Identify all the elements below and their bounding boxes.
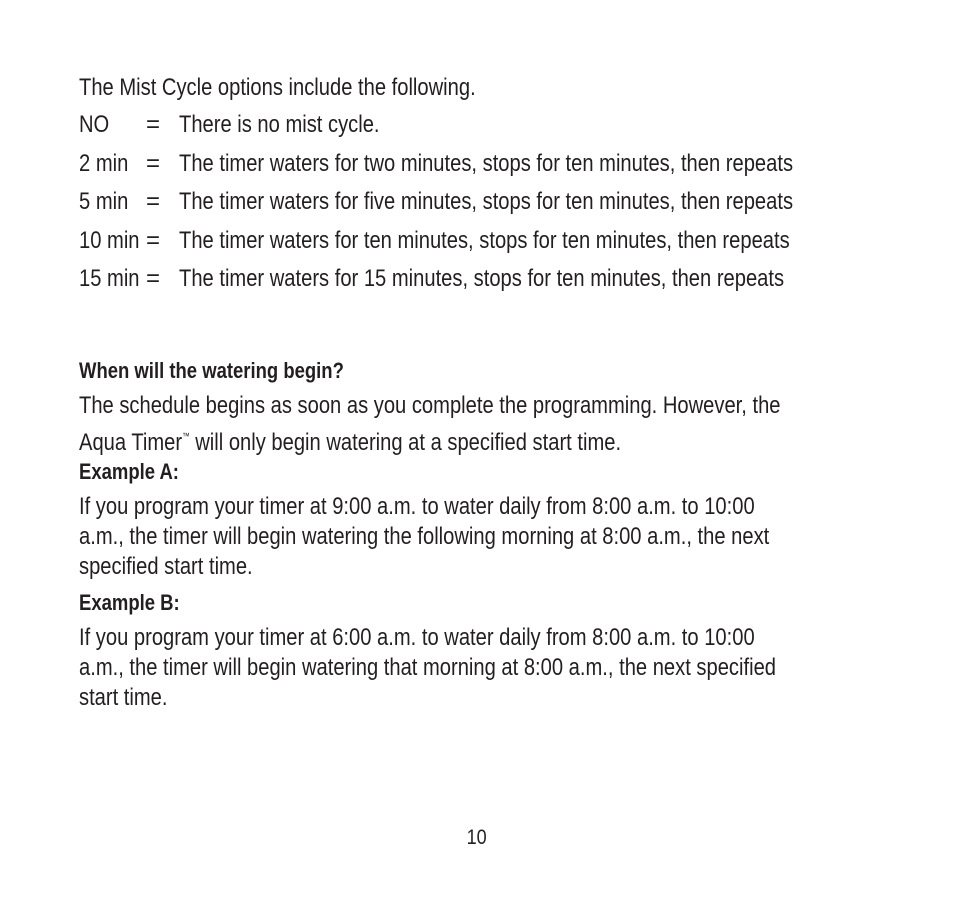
section-heading [79, 353, 879, 389]
watering-begin-paragraph [79, 391, 879, 456]
watering-begin-heading: When will the watering begin? [79, 357, 344, 383]
manual-page [79, 70, 879, 713]
paragraph-line: start time. [79, 683, 168, 711]
example-b-heading-row [79, 585, 879, 621]
example-a-heading: Example A: [79, 458, 179, 484]
paragraph-line-rest: will only begin watering at a specified start time. [189, 428, 622, 456]
paragraph-line: specified start time. [79, 552, 253, 580]
mist-option-row [79, 145, 879, 184]
mist-option-row [79, 106, 879, 145]
paragraph-line [79, 421, 621, 458]
mist-option-key: 10 min [79, 226, 140, 254]
mist-option-separator: = [146, 111, 161, 138]
paragraph-line: The schedule begins as soon as you complete the programming. However, the [79, 391, 781, 419]
paragraph-line: If you program your timer at 6:00 a.m. to water daily from 8:00 a.m. to 10:00 [79, 623, 755, 651]
mist-option-separator: = [146, 226, 161, 254]
mist-option-key: 2 min [79, 149, 129, 177]
example-b-heading: Example B: [79, 589, 180, 615]
mist-option-key: NO [79, 111, 110, 138]
mist-option-description: The timer waters for ten minutes, stops for ten minutes, then repeats [179, 226, 790, 254]
mist-cycle-intro [79, 70, 879, 106]
mist-option-key: 5 min [79, 188, 129, 215]
trademark-symbol: ™ [182, 430, 190, 441]
example-a-heading-row [79, 454, 879, 490]
mist-option-row [79, 183, 879, 222]
paragraph-line: If you program your timer at 9:00 a.m. to water daily from 8:00 a.m. to 10:00 [79, 492, 755, 520]
product-name: Aqua Timer [79, 428, 183, 456]
mist-option-key: 15 min [79, 265, 140, 292]
mist-option-description: The timer waters for 15 minutes, stops for ten minutes, then repeats [179, 265, 785, 292]
mist-option-row [79, 222, 879, 261]
mist-option-separator: = [146, 149, 161, 177]
page-number [0, 826, 954, 850]
paragraph-line: a.m., the timer will begin watering that morning at 8:00 a.m., the next specified [79, 653, 776, 681]
mist-option-separator: = [146, 188, 161, 215]
example-a-paragraph [79, 492, 879, 582]
mist-option-row [79, 260, 879, 299]
intro-text: The Mist Cycle options include the following. [79, 74, 476, 101]
section-spacer [79, 299, 879, 353]
example-b-paragraph [79, 623, 879, 713]
mist-option-separator: = [146, 265, 161, 292]
paragraph-line: a.m., the timer will begin watering the following morning at 8:00 a.m., the next [79, 522, 770, 550]
mist-option-description: The timer waters for two minutes, stops for ten minutes, then repeats [179, 149, 794, 177]
mist-option-description: There is no mist cycle. [179, 111, 380, 138]
mist-option-description: The timer waters for five minutes, stops for ten minutes, then repeats [179, 188, 794, 215]
mist-options-list [79, 106, 879, 299]
page-number-text: 10 [466, 826, 488, 849]
